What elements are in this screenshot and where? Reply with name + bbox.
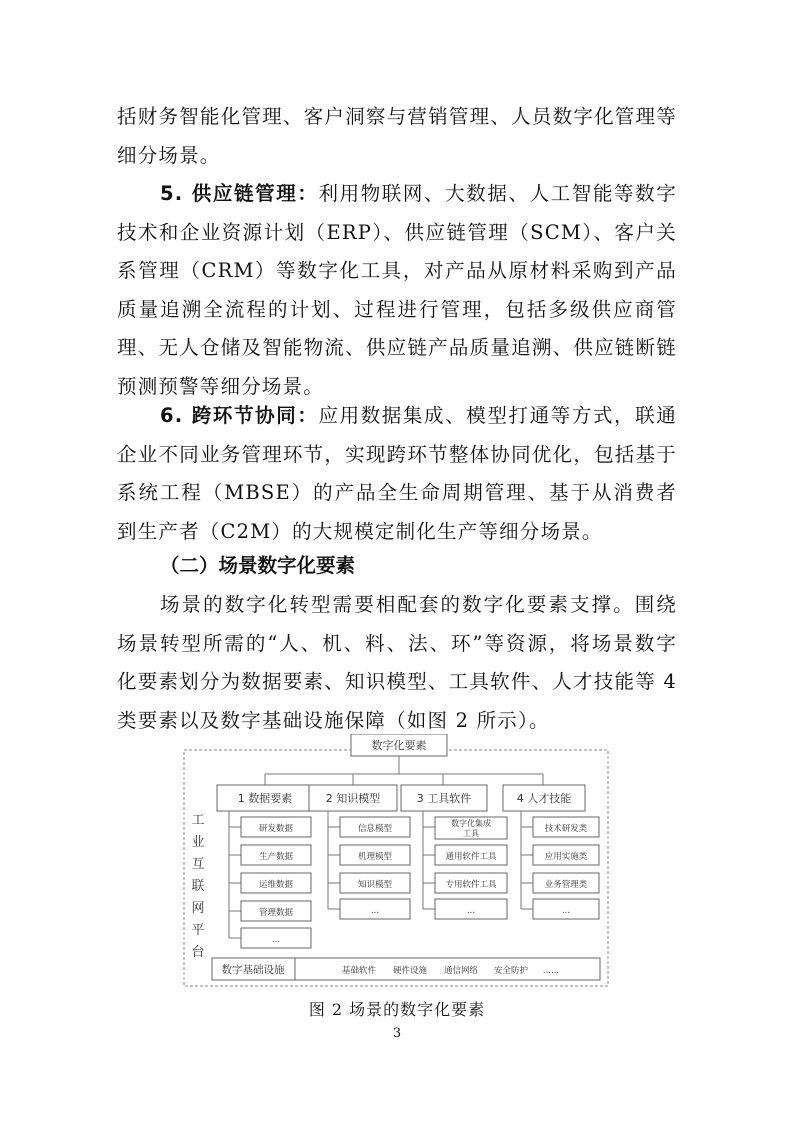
item-ops-data: 运维数据 — [258, 880, 294, 890]
platform-char-5: 网 — [191, 901, 205, 916]
category-title-4: 4 人才技能 — [516, 792, 572, 805]
item-knowledge-model: 知识模型 — [357, 880, 393, 890]
item-mechanism-model: 机理模型 — [357, 852, 393, 862]
item-integration-tool-line2: 工具 — [463, 829, 479, 838]
item-rd-data: 研发数据 — [258, 824, 294, 834]
paragraph-supply-chain — [117, 175, 677, 406]
infra-item-security: 安全防护 — [493, 966, 529, 976]
figure-caption: 图 2 场景的数字化要素 — [308, 1000, 486, 1019]
item-integration-tool-line1: 数字化集成 — [451, 819, 491, 828]
diagram-svg — [183, 734, 609, 988]
page-number: 3 — [392, 1026, 402, 1041]
section-heading: （二）场景数字化要素 — [160, 554, 356, 577]
category-title-1: 1 数据要素 — [237, 792, 293, 805]
infra-item-hardware: 硬件设施 — [392, 966, 428, 976]
item-tech-rd: 技术研发类 — [544, 824, 588, 834]
cross-link-label: 6. 跨环节协同： — [160, 404, 319, 427]
platform-char-2: 业 — [191, 835, 205, 850]
item-general-software: 通用软件工具 — [445, 852, 497, 862]
item-special-software: 专用软件工具 — [445, 880, 497, 890]
item-app-impl: 应用实施类 — [544, 852, 588, 862]
platform-char-3: 互 — [191, 857, 205, 872]
platform-char-4: 联 — [191, 879, 205, 894]
platform-char-7: 台 — [191, 945, 205, 960]
platform-char-1: 工 — [191, 813, 205, 828]
item-data-more: ... — [271, 935, 281, 945]
item-biz-mgmt: 业务管理类 — [544, 880, 588, 890]
item-software-more: ... — [466, 906, 476, 916]
supply-chain-label: 5. 供应链管理： — [160, 182, 319, 205]
digital-elements-diagram — [183, 734, 609, 988]
item-production-data: 生产数据 — [258, 852, 294, 862]
root-label: 数字化要素 — [371, 739, 427, 752]
item-mgmt-data: 管理数据 — [258, 908, 294, 918]
infra-item-more: ...... — [542, 966, 560, 976]
category-title-2: 2 知识模型 — [325, 792, 381, 805]
item-info-model: 信息模型 — [357, 824, 393, 834]
cross-link-text: 应用数据集成、模型打通等方式，联通企业不同业务管理环节，实现跨环节整体协同优化，包括基于系统工程（MBSE）的产品全生命周期管理、基于从消费者到生产者（C2M）的大规模定制化生产等细分场景。 — [117, 404, 677, 543]
infra-item-network: 通信网络 — [443, 966, 479, 976]
platform-char-6: 平 — [191, 923, 205, 938]
category-title-3: 3 工具软件 — [416, 792, 472, 805]
paragraph-elements: 场景的数字化转型需要相配套的数字化要素支撑。围绕场景转型所需的“人、机、料、法、环”等资源，将场景数字化要素划分为数据要素、知识模型、工具软件、人才技能等 4 类要素以及数字基础设施保障（如图 2 所示）。 — [117, 593, 677, 732]
item-model-more: ... — [370, 906, 380, 916]
item-talent-more: ... — [561, 906, 571, 916]
paragraph-finance-continued: 括财务智能化管理、客户洞察与营销管理、人员数字化管理等细分场景。 — [117, 105, 677, 167]
infra-item-basic-software: 基础软件 — [341, 966, 377, 976]
paragraph-cross-link — [117, 397, 677, 551]
supply-chain-text: 利用物联网、大数据、人工智能等数字技术和企业资源计划（ERP）、供应链管理（SCM）、客户关系管理（CRM）等数字化工具，对产品从原材料采购到产品质量追溯全流程的计划、过程进行管理，包括多级供应商管理、无人仓储及智能物流、供应链产品质量追溯、供应链断链预测预警等细分场景。 — [117, 182, 677, 398]
infra-title: 数字基础设施 — [221, 964, 285, 976]
